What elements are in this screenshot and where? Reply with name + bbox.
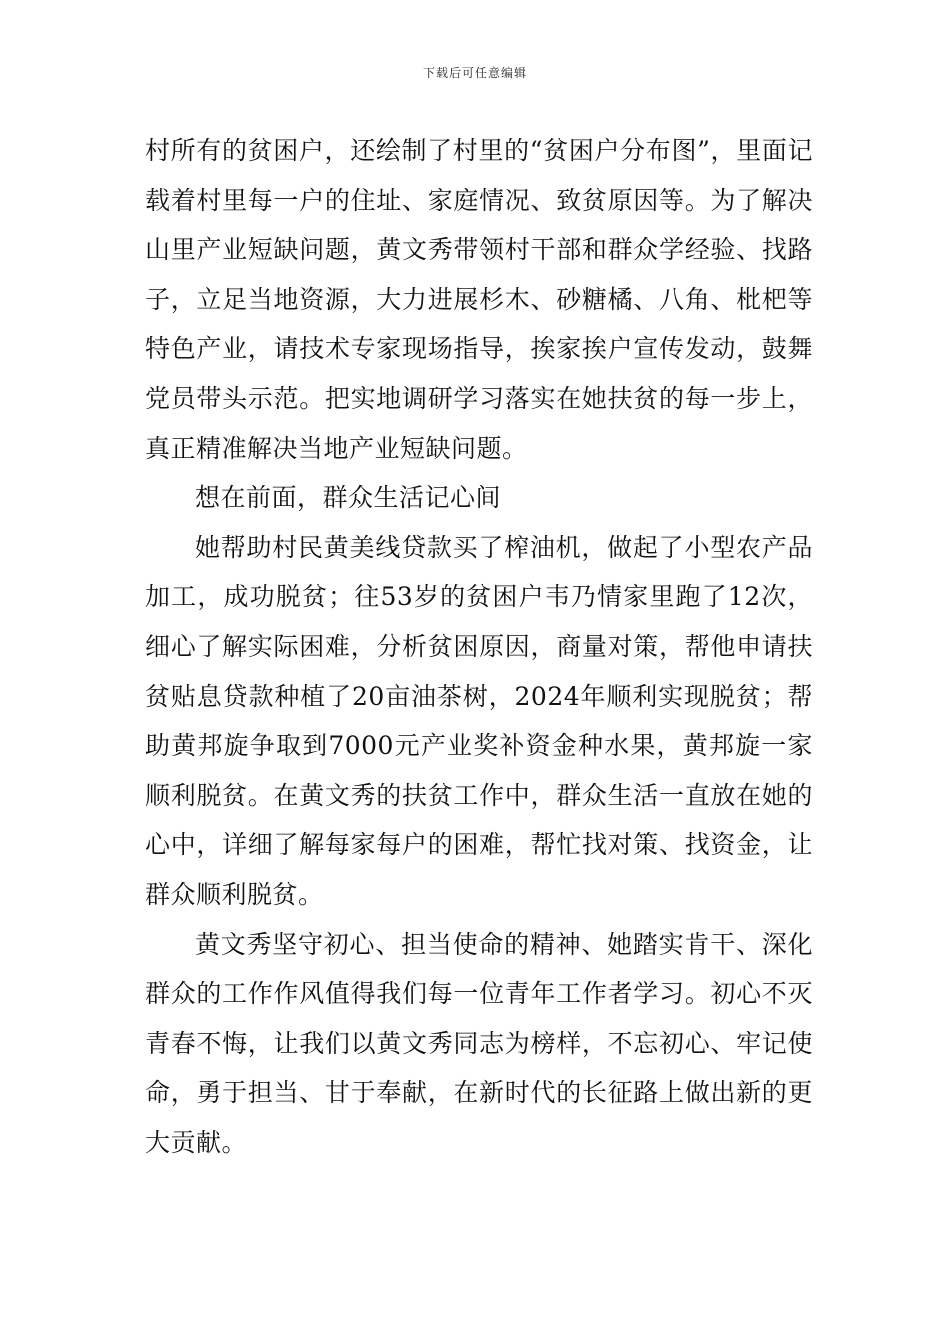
- document-body: [145, 126, 813, 1167]
- paragraph-conclusion: 黄文秀坚守初心、担当使命的精神、她踏实肯干、深化群众的工作作风值得我们每一位青年工作者学习。初心不灭 青春不悔，让我们以黄文秀同志为榜样，不忘初心、牢记使命，勇于担当、甘于奉献，在新时代的长征路上做出新的更大贡献。: [145, 929, 813, 1157]
- paragraph-villagers: 她帮助村民黄美线贷款买了榨油机，做起了小型农产品加工，成功脱贫；往53岁的贫困户韦乃情家里跑了12次，细心了解实际困难，分析贫困原因，商量对策，帮他申请扶贫贴息贷款种植了20亩油茶树，2024年顺利实现脱贫；帮助黄邦旋争取到7000元产业奖补资金种水果，黄邦旋一家顺利脱贫。在黄文秀的扶贫工作中，群众生活一直放在她的心中，详细了解每家每户的困难，帮忙找对策、找资金，让群众顺利脱贫。: [145, 532, 813, 909]
- section-heading: 想在前面，群众生活记心间: [195, 483, 502, 513]
- page-header: 下载后可任意编辑: [422, 66, 527, 80]
- paragraph-continued: 村所有的贫困户，还绘制了村里的“贫困户分布图”，里面记载着村里每一户的住址、家庭情况、致贫原因等。为了解决山里产业短缺问题，黄文秀带领村干部和群众学经验、找路子，立足当地资源，大力进展杉木、砂糖橘、八角、枇杷等特色产业，请技术专家现场指导，挨家挨户宣传发动，鼓舞党员带头示范。把实地调研学习落实在她扶贫的每一步上，真正精准解决当地产业短缺问题。: [145, 136, 813, 463]
